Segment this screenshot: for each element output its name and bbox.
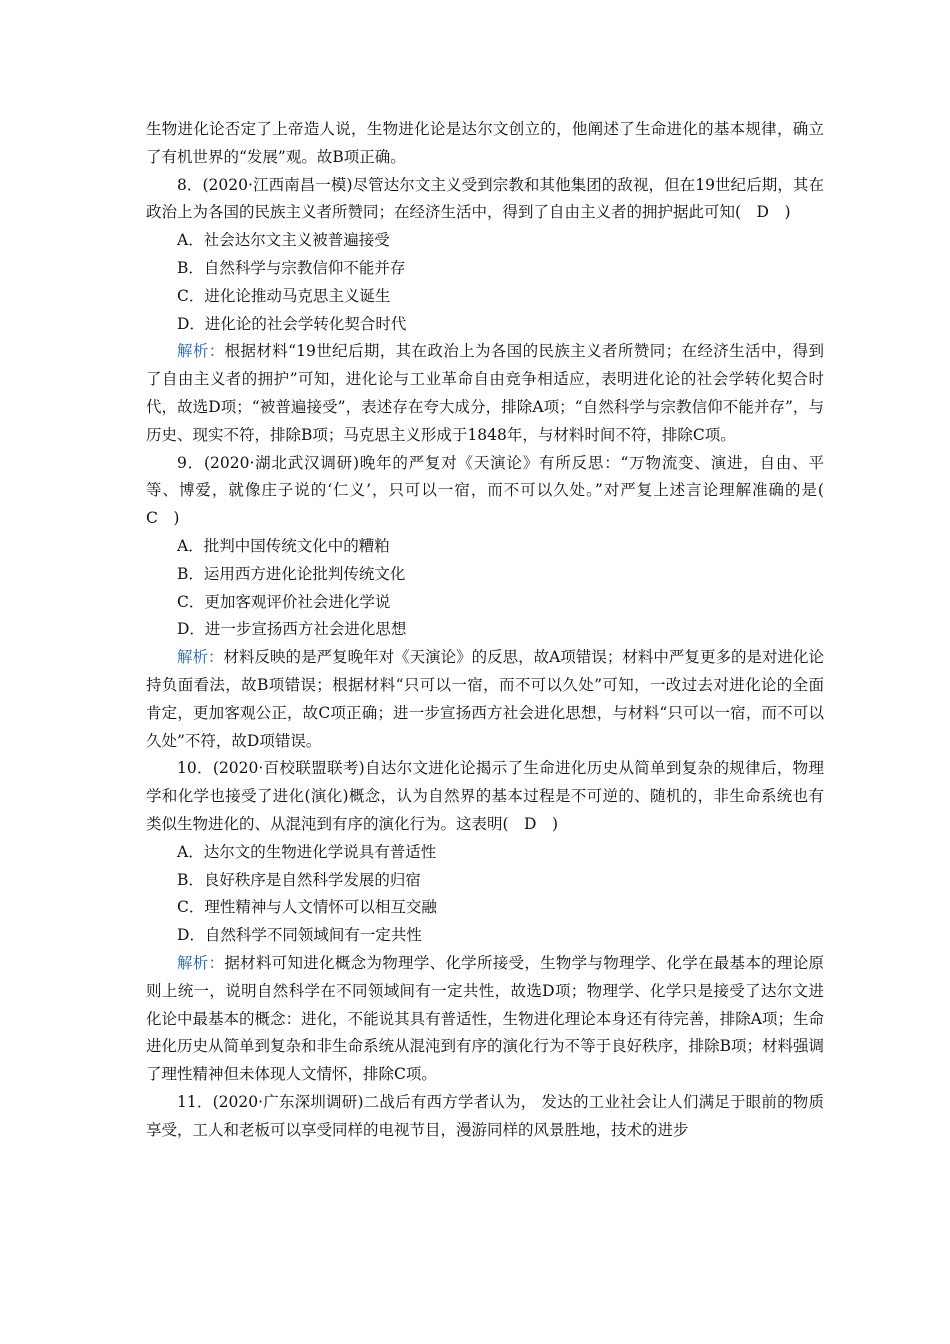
option-c: C．进化论推动马克思主义诞生: [177, 286, 391, 305]
option-c: C．更加客观评价社会进化学说: [177, 592, 391, 611]
analysis-label: 解析：: [177, 648, 224, 667]
option-a: A．社会达尔文主义被普遍接受: [177, 231, 390, 250]
question-10: [146, 755, 824, 1089]
analysis-paragraph: [146, 950, 824, 1089]
option-b: B．运用西方进化论批判传统文化: [177, 564, 406, 583]
option-d: D．进化论的社会学转化契合时代: [177, 314, 407, 333]
question-stem: 8．(2020·江西南昌一模)尽管达尔文主义受到宗教和其他集团的敌视，但在19世纪后期，其在政治上为各国的民族主义者所赞同；在经济生活中，得到了自由主义者的拥护据此可知( D ): [146, 175, 824, 222]
analysis-text: 材料反映的是严复晚年对《天演论》的反思，故A项错误；材料中严复更多的是对进化论持负面看法，故B项错误；根据材料“只可以一宿，而不可以久处”可知，一改过去对进化论的全面肯定，更加客观公正，故C项正确；进一步宣扬西方社会进化思想，与材料“只可以一宿，而不可以久处”不符，故D项错误。: [146, 648, 824, 750]
analysis-label: 解析：: [177, 342, 225, 361]
option-c: C．理性精神与人文情怀可以相互交融: [177, 898, 437, 917]
question-9: [146, 450, 840, 756]
intro-paragraph: 生物进化论否定了上帝造人说，生物进化论是达尔文创立的，他阐述了生命进化的基本规律，确立了有机世界的“发展”观。故B项正确。: [146, 120, 824, 166]
option-b: B．自然科学与宗教信仰不能并存: [177, 258, 406, 277]
analysis-label: 解析：: [177, 953, 225, 972]
analysis-paragraph: [146, 338, 824, 449]
option-a: A．达尔文的生物进化学说具有普适性: [177, 842, 437, 861]
analysis-paragraph: [146, 644, 824, 755]
option-b: B．良好秩序是自然科学发展的归宿: [177, 870, 421, 889]
document-page: [146, 116, 840, 1144]
option-d: D．进一步宣扬西方社会进化思想: [177, 620, 407, 639]
question-stem: 10．(2020·百校联盟联考)自达尔文进化论揭示了生命进化历史从简单到复杂的规律后，物理学和化学也接受了进化(演化)概念，认为自然界的基本过程是不可逆的、随机的，非生命系统也有类似生物进化的、从混沌到有序的演化行为。这表明( D ): [146, 759, 824, 833]
question-11-stem: 11．(2020·广东深圳调研)二战后有西方学者认为， 发达的工业社会让人们满足于眼前的物质享受，工人和老板可以享受同样的电视节目，漫游同样的风景胜地，技术的进步: [146, 1092, 824, 1139]
question-stem: 9．(2020·湖北武汉调研)晚年的严复对《天演论》有所反思：“万物流变、演进，自由、平等、博爱，就像庄子说的‘仁义’，只可以一宿，而不可以久处。”对严复上述言论理解准确的是( C ): [146, 453, 840, 528]
question-8: [146, 172, 824, 450]
analysis-text: 根据材料“19世纪后期，其在政治上为各国的民族主义者所赞同；在经济生活中，得到了自由主义者的拥护”可知，进化论与工业革命自由竞争相适应，表明进化论的社会学转化契合时代，故选D项；“被普遍接受”，表述存在夸大成分，排除A项；“自然科学与宗教信仰不能并存”，与历史、现实不符，排除B项；马克思主义形成于1848年，与材料时间不符，排除C项。: [146, 342, 824, 444]
analysis-text: 据材料可知进化概念为物理学、化学所接受，生物学与物理学、化学在最基本的理论原则上统一，说明自然科学在不同领域间有一定共性，故选D项；物理学、化学只是接受了达尔文进化论中最基本的概念：进化，不能说其具有普适性，生物进化理论本身还有待完善，排除A项；生命进化历史从简单到复杂和非生命系统从混沌到有序的演化行为不等于良好秩序，排除B项；材料强调了理性精神但未体现人文情怀，排除C项。: [146, 953, 824, 1084]
option-a: A．批判中国传统文化中的糟粕: [177, 536, 390, 555]
option-d: D．自然科学不同领域间有一定共性: [177, 926, 422, 945]
